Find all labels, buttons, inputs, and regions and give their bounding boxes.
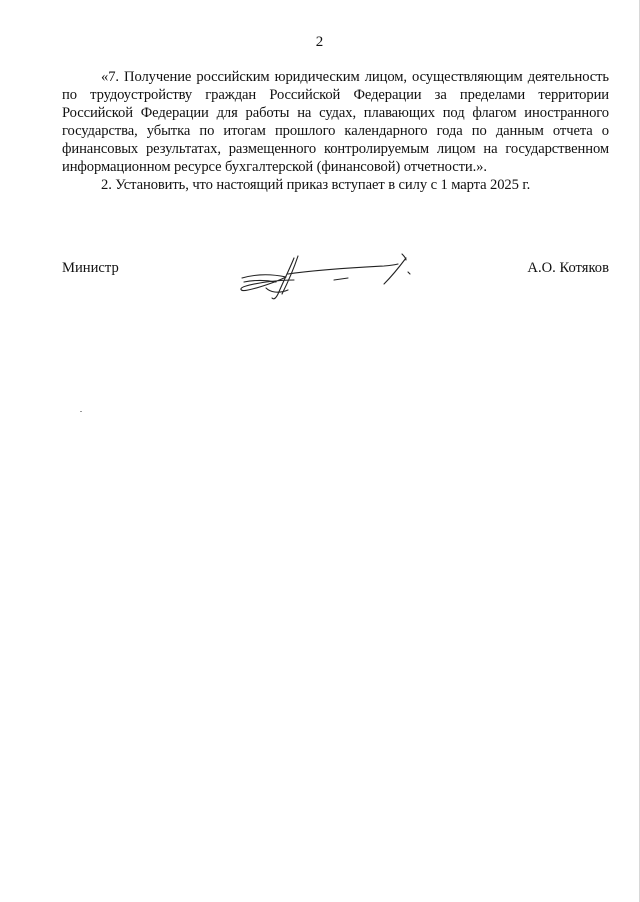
signer-position: Министр: [62, 260, 119, 276]
document-body: [62, 68, 609, 194]
paragraph-amendment-item-7: «7. Получение российским юридическим лицом, осуществляющим деятельность по трудоустройству граждан Российской Федерации за пределами территории Российской Федерации для работы на судах, плавающих под флагом иностранного государства, убытка по итогам прошлого календарного года по данным отчета о финансовых результатах, размещенного контролируемым лицом на государственном информационном ресурсе бухгалтерской (финансовой) отчетности.».: [62, 69, 609, 175]
handwritten-signature: [236, 244, 416, 304]
paragraph-effective-date: 2. Установить, что настоящий приказ вступает в силу с 1 марта 2025 г.: [101, 177, 531, 193]
page-number: 2: [315, 34, 324, 50]
scan-speck: [80, 411, 82, 412]
signer-name: А.О. Котяков: [527, 260, 609, 276]
